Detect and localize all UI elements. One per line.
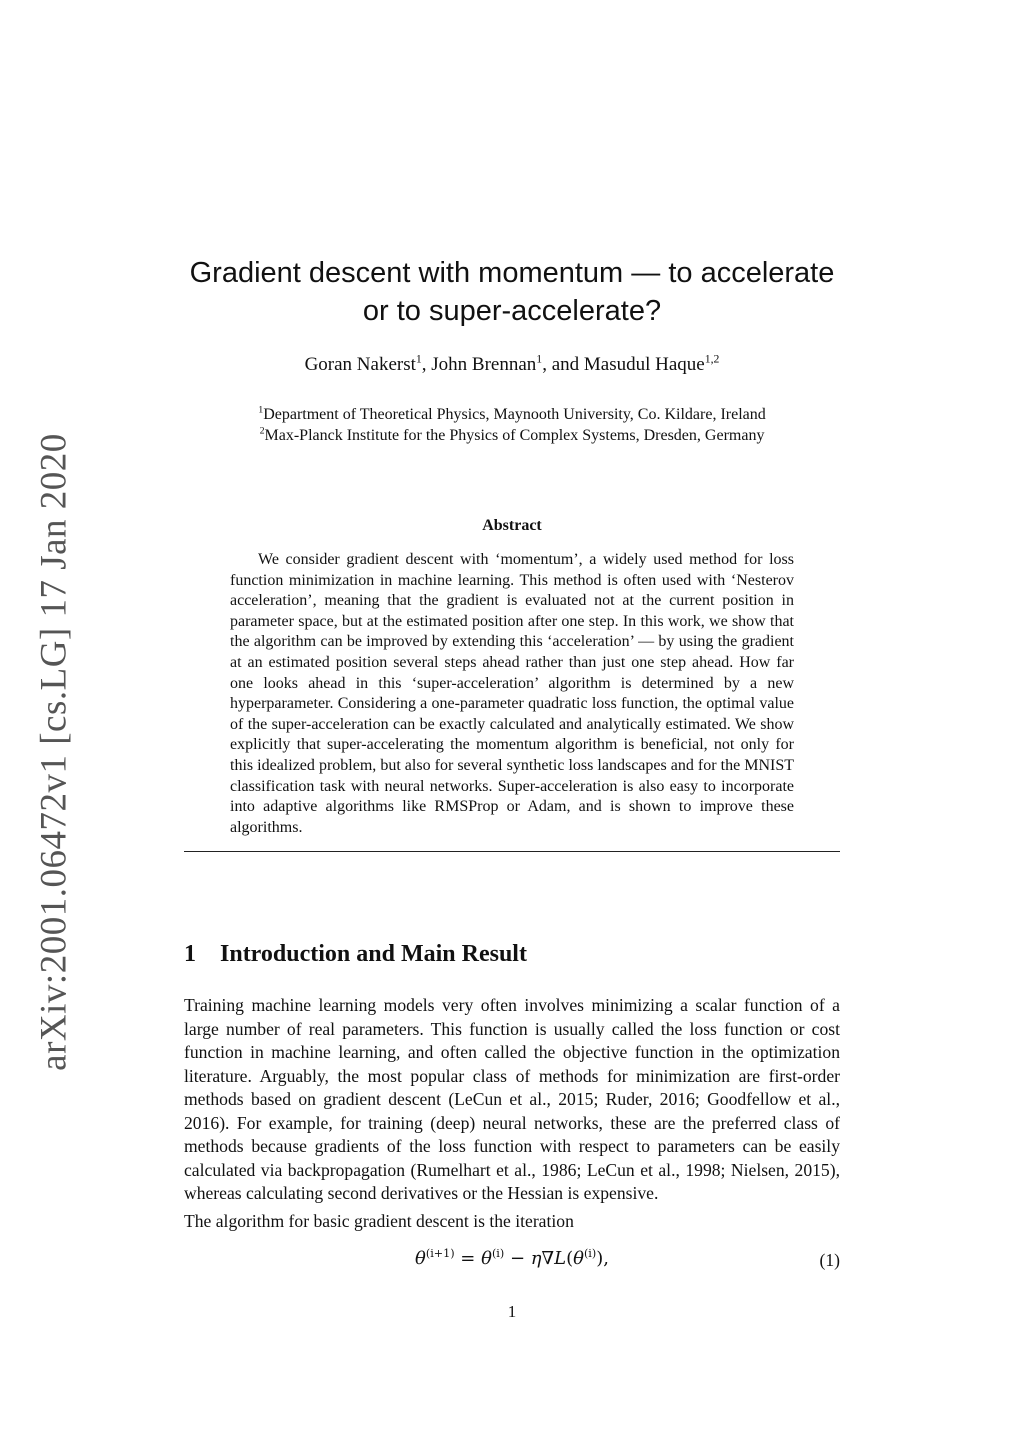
eq-paren: (	[566, 1248, 574, 1269]
eq-learning-rate-gradient: η∇	[530, 1248, 555, 1269]
eq-operator: −	[504, 1248, 531, 1269]
author-affiliation-mark: 1,2	[704, 352, 720, 366]
section-number: 1	[184, 941, 196, 967]
abstract-text: We consider gradient descent with ‘momentum’, a widely used method for loss function minimization in machine learning. This method is often used with ‘Nesterov acceleration’, meaning that the gradient is evaluated not at the current position in parameter space, but at the estimated position after one step. In this work, we show that the algorithm can be improved by extending this ‘acceleration’ — by using the gradient at an estimated position several steps ahead rather than just one step ahead. How far one looks ahead in this ‘super-acceleration’ algorithm is determined by a new hyperparameter. Considering a one-parameter quadratic loss function, the optimal value of the super-acceleration can be exactly calculated and analytically estimated. We show explicitly that super-accelerating the momentum algorithm is beneficial, not only for this idealized problem, but also for several synthetic loss landscapes and for the MNIST classification task with neural networks. Super-acceleration is also easy to incorporate into adaptive algorithms like RMSProp or Adam, and is shown to improve these algorithms.	[230, 551, 794, 836]
eq-superscript: (i)	[583, 1247, 597, 1260]
affiliation-line	[150, 404, 874, 425]
eq-theta: θ	[573, 1248, 584, 1269]
paper-title-line-2: or to super-accelerate?	[362, 295, 662, 327]
equation-1	[184, 1248, 840, 1278]
affiliations	[150, 404, 874, 446]
body-paragraph: The algorithm for basic gradient descent is the iteration	[184, 1211, 574, 1231]
paper-title	[150, 254, 874, 330]
author-affiliation-mark: 1	[415, 352, 422, 366]
author-list	[150, 353, 874, 377]
affiliation-text: Max-Planck Institute for the Physics of Complex Systems, Dresden, Germany	[264, 427, 765, 444]
affiliation-line	[150, 425, 874, 446]
author-separator: , and	[542, 354, 584, 375]
page-number: 1	[507, 1302, 517, 1321]
eq-operator: =	[454, 1248, 482, 1269]
section-heading	[184, 941, 527, 968]
arxiv-identifier-stamp: arXiv:2001.06472v1 [cs.LG] 17 Jan 2020	[33, 433, 75, 1071]
author-name: Goran Nakerst	[304, 354, 416, 375]
author-separator: ,	[421, 354, 432, 375]
eq-superscript: (i)	[491, 1247, 505, 1260]
author-affiliation-mark: 1	[536, 352, 543, 366]
equation-number: (1)	[819, 1250, 840, 1270]
affiliation-mark: 1	[258, 404, 264, 416]
eq-superscript: (i+1)	[425, 1247, 455, 1260]
affiliation-mark: 2	[259, 425, 265, 437]
paper-title-line-1: Gradient descent with momentum — to accelerate	[189, 257, 835, 289]
eq-paren: ),	[596, 1248, 609, 1269]
author-name: John Brennan	[431, 354, 537, 375]
abstract-heading: Abstract	[482, 517, 542, 534]
eq-theta: θ	[481, 1248, 492, 1269]
eq-theta: θ	[415, 1248, 426, 1269]
body-paragraph: Training machine learning models very often involves minimizing a scalar function of a large number of real parameters. This function is usually called the loss function or cost function in machine learning, and often called the objective function in the optimization literature. Arguably, the most popular class of methods for minimization are first-order methods based on gradient descent (LeCun et al., 2015; Ruder, 2016; Goodfellow et al., 2016). For example, for training (deep) neural networks, these are the preferred class of methods because gradients of the loss function with respect to parameters can be easily calculated via backpropagation (Rumelhart et al., 1986; LeCun et al., 1998; Nielsen, 2015), whereas calculating second derivatives or the Hessian is expensive.	[184, 995, 840, 1203]
affiliation-text: Department of Theoretical Physics, Maynooth University, Co. Kildare, Ireland	[263, 406, 766, 423]
equation-body	[184, 1248, 840, 1269]
author-name: Masudul Haque	[583, 354, 705, 375]
section-title: Introduction and Main Result	[220, 941, 527, 967]
eq-loss-function: L	[554, 1248, 567, 1269]
abstract-divider	[184, 851, 840, 852]
